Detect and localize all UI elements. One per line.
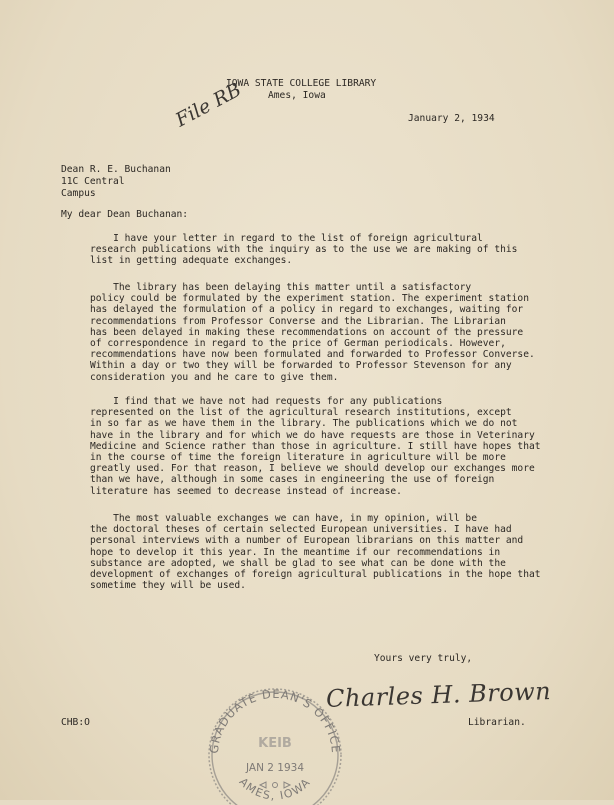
letterhead-org: IOWA STATE COLLEGE LIBRARY <box>226 78 377 89</box>
text-line: research publications with the inquiry as to the use we are making of this <box>90 244 518 256</box>
text-line: has been delayed in making these recommendations on account of the pressure <box>90 326 524 338</box>
text-line: in the course of time the foreign literature in agriculture will be more <box>90 452 506 464</box>
text-line: I find that we have not had requests for any publications <box>90 396 443 407</box>
salutation: My dear Dean Buchanan: <box>61 209 189 220</box>
text-line: have in the library and for which we do have requests are those in Veterinary <box>90 429 535 441</box>
text-line: I have your letter in regard to the list of foreign agricultural <box>90 233 483 244</box>
text-line: list in getting adequate exchanges. <box>90 255 293 267</box>
text-line: development of exchanges of foreign agricultural publications in the hope that <box>90 569 541 581</box>
initials: CHB:O <box>61 717 90 728</box>
closing: Yours very truly, <box>374 653 473 664</box>
body-paragraph <box>90 396 541 497</box>
text-line: greatly used. For that reason, I believe we should develop our exchanges more <box>90 463 535 475</box>
text-line: The library has been delaying this matter until a satisfactory <box>90 282 472 293</box>
recipient-line: Dean R. E. Buchanan <box>61 164 171 175</box>
text-line: has delayed the formulation of a policy in regard to exchanges, waiting for <box>90 304 524 316</box>
text-line: than we have, although in some cases in engineering the use of foreign <box>90 474 495 486</box>
text-line: of correspondence in regard to the price of German periodicals. However, <box>90 338 506 350</box>
body-paragraph <box>90 513 541 591</box>
signature: Charles H. Brown <box>325 677 552 713</box>
text-line: Within a day or two they will be forwarded to Professor Stevenson for any <box>90 360 512 372</box>
stamp-code: KEIB <box>258 736 292 751</box>
text-line: personal interviews with a number of European librarians on this matter and <box>90 535 524 547</box>
svg-text:AMES, IOWA <box>237 775 314 802</box>
text-line: The most valuable exchanges we can have, in my opinion, will be <box>90 513 477 524</box>
text-line: substance are adopted, we shall be glad to see what can be done with the <box>90 557 506 569</box>
recipient-line: 11C Central <box>61 176 125 187</box>
text-line: Medicine and Science rather than those in agriculture. I still have hopes that <box>90 440 541 452</box>
handwritten-note: File RB <box>172 78 245 132</box>
text-line: hope to develop it this year. In the meantime if our recommendations in <box>90 546 501 558</box>
text-line: literature has seemed to decrease instead of increase. <box>90 485 402 497</box>
body-paragraph <box>90 233 517 267</box>
text-line: policy could be formulated by the experiment station. The experiment station <box>90 293 529 305</box>
letter-date: January 2, 1934 <box>408 113 495 124</box>
text-line: consideration you and he care to give them. <box>90 371 339 383</box>
stamp-ornament-icon <box>260 782 290 788</box>
received-stamp <box>200 685 350 805</box>
text-line: recommendations from Professor Converse and the Librarian. The Librarian <box>90 315 506 327</box>
letterhead-city: Ames, Iowa <box>268 90 326 101</box>
body-paragraph <box>90 282 535 383</box>
text-line: sometime they will be used. <box>90 580 246 592</box>
text-line: in so far as we have them in the library. The publications which we do not <box>90 418 518 430</box>
signer-title: Librarian. <box>468 717 526 728</box>
stamp-bottom-arc: AMES, IOWA <box>236 775 314 803</box>
text-line: represented on the list of the agricultural research institutions, except <box>90 407 512 419</box>
text-line: the doctoral theses of certain selected European universities. I have had <box>90 524 512 536</box>
stamp-top-arc: GRADUATE DEAN'S OFFICE <box>206 686 344 755</box>
stamp-date: JAN 2 1934 <box>245 762 305 774</box>
recipient-line: Campus <box>61 188 96 199</box>
text-line: recommendations have now been formulated and forwarded to Professor Converse. <box>90 349 535 361</box>
